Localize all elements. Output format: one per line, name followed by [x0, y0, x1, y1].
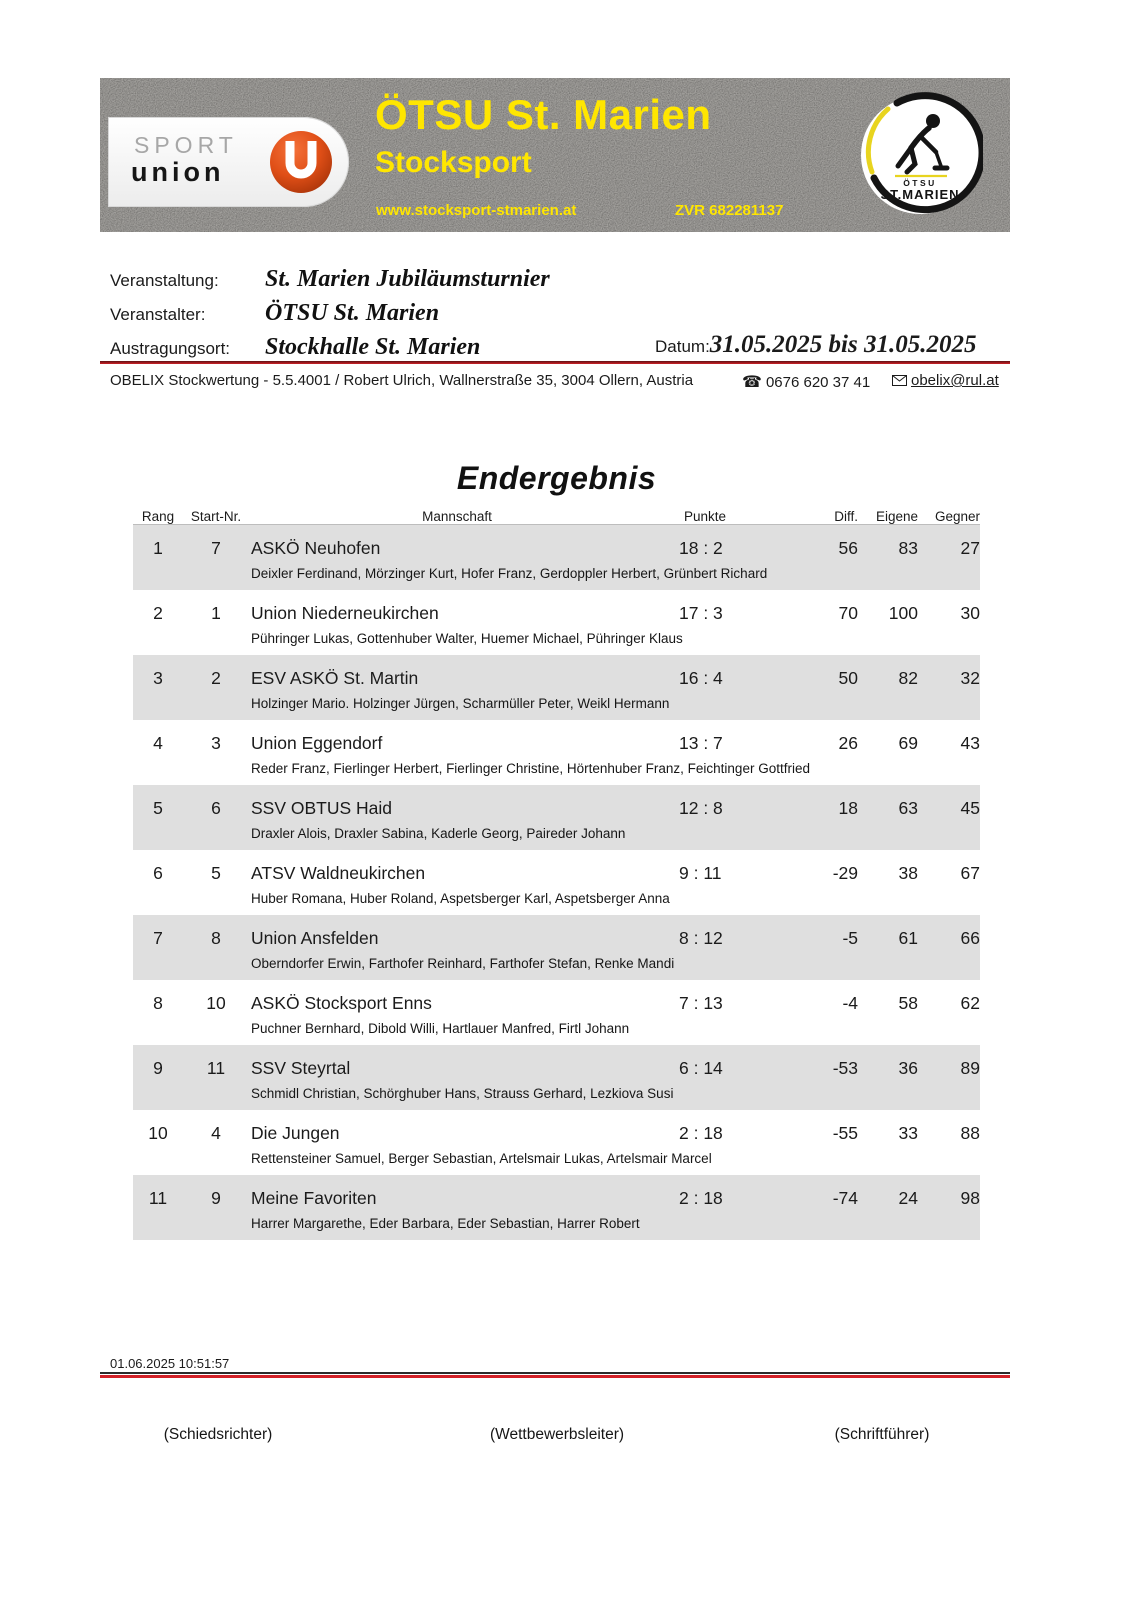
- table-row: [133, 1045, 980, 1110]
- eigene-cell: 33: [898, 1123, 918, 1143]
- club-website: www.stocksport-stmarien.at: [376, 202, 577, 219]
- footer-divider-line: [100, 1372, 1010, 1378]
- datum-label: Datum:: [655, 337, 710, 356]
- points-cell: 16 : 4: [679, 668, 723, 688]
- phone-entry: [742, 372, 870, 392]
- veranstaltung-label: Veranstaltung:: [110, 271, 219, 290]
- points-cell: 12 : 8: [679, 798, 723, 818]
- software-contact-line: [110, 372, 1015, 392]
- players-list: Deixler Ferdinand, Mörzinger Kurt, Hofer Franz, Gerdoppler Herbert, Grünbert Richard: [251, 566, 768, 581]
- signature-schiedsrichter: (Schiedsrichter): [163, 1426, 273, 1443]
- header-gegner: Gegner: [934, 509, 980, 524]
- players-list: Reder Franz, Fierlinger Herbert, Fierlinger Christine, Hörtenhuber Franz, Feichtinger Gottfried: [251, 761, 810, 776]
- startnr-cell: 2: [211, 668, 221, 688]
- club-name: ÖTSU St. Marien: [375, 91, 712, 138]
- gegner-cell: 45: [960, 798, 980, 818]
- table-row: [133, 1110, 980, 1175]
- rank-cell: 10: [148, 1123, 168, 1143]
- team-name: ASKÖ Stocksport Enns: [251, 993, 432, 1013]
- points-cell: 2 : 18: [679, 1123, 723, 1143]
- header-divider-line: [100, 361, 1010, 364]
- header-mannschaft: Mannschaft: [422, 509, 492, 524]
- club-banner: [100, 78, 1010, 232]
- header-eigene: Eigene: [875, 509, 918, 524]
- startnr-cell: 11: [206, 1058, 226, 1078]
- points-cell: 17 : 3: [679, 603, 723, 623]
- union-u-icon: [269, 130, 333, 194]
- veranstalter-value: ÖTSU St. Marien: [265, 300, 440, 326]
- rank-cell: 7: [153, 928, 163, 948]
- eigene-cell: 61: [898, 928, 918, 948]
- gegner-cell: 89: [960, 1058, 980, 1078]
- rank-cell: 11: [148, 1188, 168, 1208]
- gegner-cell: 43: [960, 733, 980, 753]
- eigene-cell: 63: [898, 798, 918, 818]
- zvr-number: ZVR 682281137: [675, 202, 784, 219]
- table-row: [133, 915, 980, 980]
- eigene-cell: 100: [888, 603, 918, 623]
- startnr-cell: 8: [211, 928, 221, 948]
- diff-cell: -5: [842, 928, 858, 948]
- header-rang: Rang: [141, 509, 175, 524]
- email-link[interactable]: obelix@rul.at: [911, 372, 999, 389]
- sport-union-sport-text: SPORT: [134, 132, 238, 158]
- eigene-cell: 24: [898, 1188, 918, 1208]
- diff-cell: -4: [842, 993, 858, 1013]
- diff-cell: 70: [838, 603, 858, 623]
- gegner-cell: 67: [960, 863, 980, 883]
- team-name: Union Ansfelden: [251, 928, 379, 948]
- header-startnr: Start-Nr.: [190, 509, 242, 524]
- players-list: Rettensteiner Samuel, Berger Sebastian, Artelsmair Lukas, Artelsmair Marcel: [251, 1151, 712, 1166]
- rank-cell: 2: [153, 603, 163, 623]
- players-list: Huber Romana, Huber Roland, Aspetsberger Karl, Aspetsberger Anna: [251, 891, 670, 906]
- startnr-cell: 6: [211, 798, 221, 818]
- diff-cell: 18: [838, 798, 858, 818]
- eigene-cell: 69: [898, 733, 918, 753]
- datum-value: 31.05.2025 bis 31.05.2025: [709, 331, 977, 358]
- sport-union-logo: [108, 117, 349, 207]
- team-name: ESV ASKÖ St. Martin: [251, 668, 419, 688]
- email-entry: [892, 372, 999, 389]
- gegner-cell: 98: [960, 1188, 980, 1208]
- startnr-cell: 10: [206, 993, 226, 1013]
- table-row: [133, 720, 980, 785]
- rank-cell: 5: [153, 798, 163, 818]
- event-row-austragungsort: [110, 334, 480, 361]
- gegner-cell: 66: [960, 928, 980, 948]
- points-cell: 8 : 12: [679, 928, 723, 948]
- eigene-cell: 82: [898, 668, 918, 688]
- gegner-cell: 88: [960, 1123, 980, 1143]
- table-row: [133, 590, 980, 655]
- signature-wettbewerbsleiter: (Wettbewerbsleiter): [489, 1426, 625, 1443]
- gegner-cell: 32: [960, 668, 980, 688]
- results-table-body: [133, 525, 980, 1240]
- signature-schriftfuehrer: (Schriftführer): [834, 1426, 930, 1443]
- table-row: [133, 1175, 980, 1240]
- players-list: Schmidl Christian, Schörghuber Hans, Strauss Gerhard, Lezkiova Susi: [251, 1086, 674, 1101]
- table-row: [133, 525, 980, 590]
- team-name: SSV OBTUS Haid: [251, 798, 393, 818]
- rank-cell: 1: [153, 538, 163, 558]
- eigene-cell: 38: [898, 863, 918, 883]
- diff-cell: 26: [838, 733, 858, 753]
- startnr-cell: 9: [211, 1188, 221, 1208]
- gegner-cell: 27: [960, 538, 980, 558]
- players-list: Oberndorfer Erwin, Farthofer Reinhard, Farthofer Stefan, Renke Mandi: [251, 956, 675, 971]
- gegner-cell: 30: [960, 603, 980, 623]
- diff-cell: -55: [832, 1123, 858, 1143]
- startnr-cell: 1: [211, 603, 221, 623]
- club-sport: Stocksport: [375, 146, 532, 179]
- rank-cell: 8: [153, 993, 163, 1013]
- startnr-cell: 4: [211, 1123, 221, 1143]
- event-row-veranstalter: [110, 300, 439, 327]
- startnr-cell: 7: [211, 538, 221, 558]
- table-row: [133, 785, 980, 850]
- players-list: Puchner Bernhard, Dibold Willi, Hartlauer Manfred, Firtl Johann: [251, 1021, 630, 1036]
- table-row: [133, 655, 980, 720]
- club-badge: [857, 92, 983, 218]
- diff-cell: 50: [838, 668, 858, 688]
- players-list: Holzinger Mario. Holzinger Jürgen, Scharmüller Peter, Weikl Hermann: [251, 696, 670, 711]
- startnr-cell: 5: [211, 863, 221, 883]
- rank-cell: 6: [153, 863, 163, 883]
- team-name: ATSV Waldneukirchen: [251, 863, 426, 883]
- points-cell: 2 : 18: [679, 1188, 723, 1208]
- players-list: Pühringer Lukas, Gottenhuber Walter, Huemer Michael, Pühringer Klaus: [251, 631, 683, 646]
- eigene-cell: 58: [898, 993, 918, 1013]
- diff-cell: -74: [832, 1188, 858, 1208]
- veranstaltung-value: St. Marien Jubiläumsturnier: [265, 266, 550, 292]
- points-cell: 6 : 14: [679, 1058, 723, 1078]
- event-row-datum: [655, 331, 976, 359]
- team-name: Die Jungen: [251, 1123, 340, 1143]
- table-row: [133, 980, 980, 1045]
- points-cell: 7 : 13: [679, 993, 723, 1013]
- eigene-cell: 83: [898, 538, 918, 558]
- diff-cell: -53: [832, 1058, 858, 1078]
- rank-cell: 3: [153, 668, 163, 688]
- phone-number: 0676 620 37 41: [765, 374, 871, 391]
- team-name: Union Niederneukirchen: [251, 603, 439, 623]
- gegner-cell: 62: [960, 993, 980, 1013]
- diff-cell: -29: [832, 863, 858, 883]
- badge-otsu-text: ÖTSU: [903, 178, 937, 188]
- email-icon: [892, 375, 907, 386]
- table-header-row: [133, 503, 980, 525]
- page-title: Endergebnis: [456, 460, 657, 496]
- diff-cell: 56: [838, 538, 858, 558]
- badge-name-text: ST.MARIEN: [880, 187, 960, 202]
- sport-union-union-text: union: [131, 157, 225, 187]
- rank-cell: 9: [153, 1058, 163, 1078]
- points-cell: 9 : 11: [679, 863, 722, 883]
- austragungsort-label: Austragungsort:: [110, 339, 231, 358]
- startnr-cell: 3: [211, 733, 221, 753]
- veranstalter-label: Veranstalter:: [110, 305, 206, 324]
- team-name: Meine Favoriten: [251, 1188, 377, 1208]
- rank-cell: 4: [153, 733, 163, 753]
- players-list: Draxler Alois, Draxler Sabina, Kaderle Georg, Paireder Johann: [251, 826, 626, 841]
- team-name: SSV Steyrtal: [251, 1058, 351, 1078]
- print-timestamp: 01.06.2025 10:51:57: [110, 1356, 230, 1371]
- header-diff: Diff.: [834, 509, 858, 524]
- software-address: OBELIX Stockwertung - 5.5.4001 / Robert Ulrich, Wallnerstraße 35, 3004 Ollern, Austria: [110, 372, 694, 389]
- team-name: Union Eggendorf: [251, 733, 383, 753]
- table-row: [133, 850, 980, 915]
- results-table: [133, 503, 980, 1240]
- phone-icon: ☎: [742, 374, 762, 391]
- event-row-veranstaltung: [110, 266, 550, 293]
- team-name: ASKÖ Neuhofen: [251, 538, 381, 558]
- points-cell: 13 : 7: [679, 733, 723, 753]
- austragungsort-value: Stockhalle St. Marien: [265, 334, 481, 360]
- players-list: Harrer Margarethe, Eder Barbara, Eder Sebastian, Harrer Robert: [251, 1216, 640, 1231]
- points-cell: 18 : 2: [679, 538, 723, 558]
- header-punkte: Punkte: [683, 509, 727, 524]
- eigene-cell: 36: [898, 1058, 918, 1078]
